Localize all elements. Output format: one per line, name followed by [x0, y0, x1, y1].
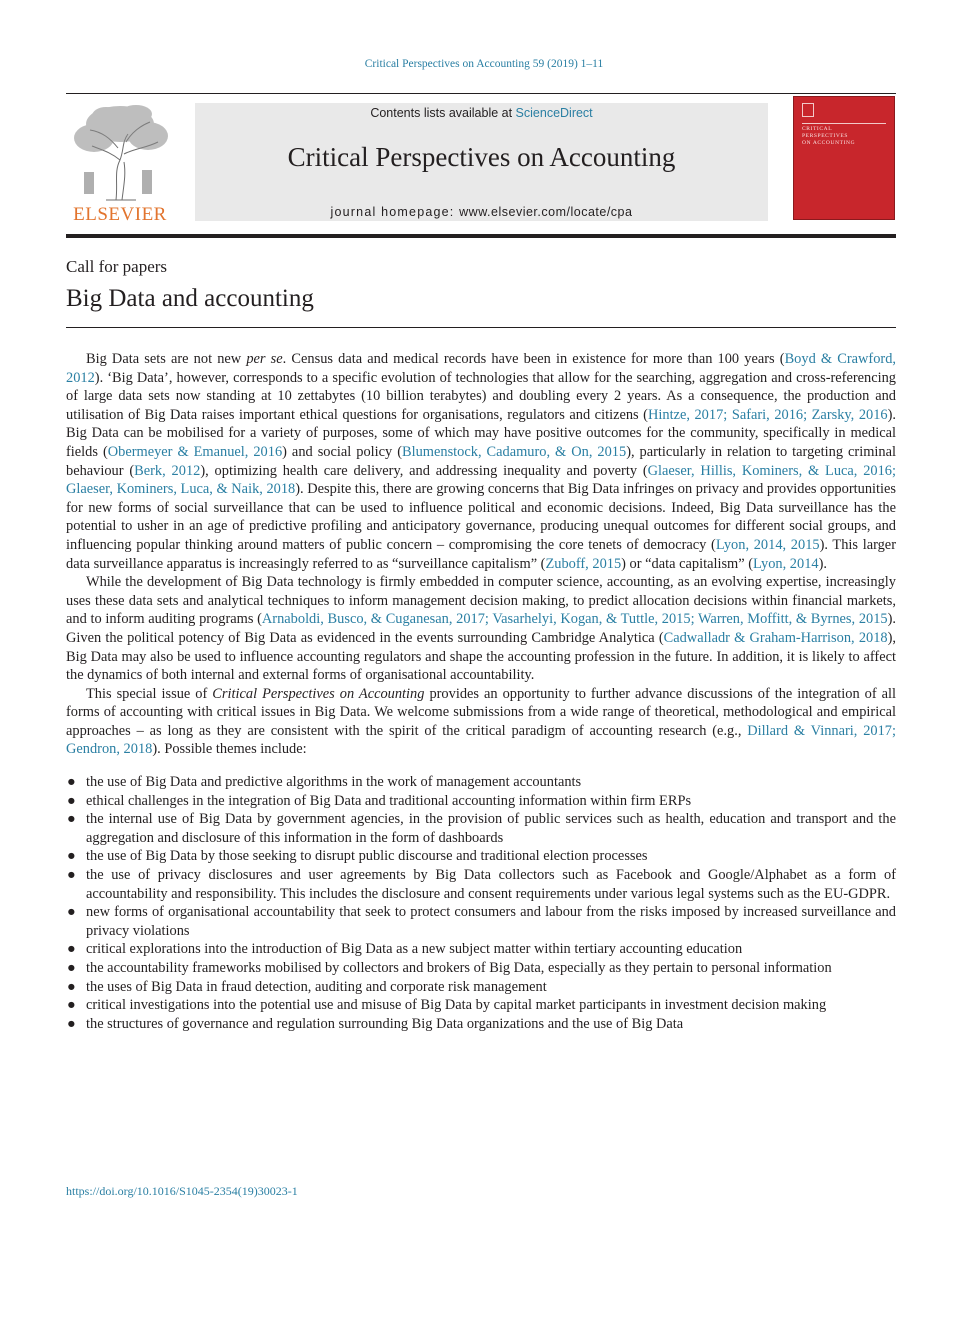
text: ). This larger data surveillance apparatus is increasingly referred to as “surveillance capitalism” ( — [66, 536, 896, 572]
list-item-text: the structures of governance and regulation surrounding Big Data organizations and the use of Big Data — [86, 1015, 684, 1032]
journal-cover-thumbnail[interactable] — [793, 96, 895, 220]
journal-homepage — [195, 205, 768, 219]
journal-name: Critical Perspectives on Accounting — [287, 142, 676, 172]
list-item — [66, 847, 896, 866]
cover-line: ON ACCOUNTING — [802, 140, 856, 146]
list-item-text: the uses of Big Data in fraud detection, auditing and corporate risk management — [86, 978, 547, 995]
paragraph-1 — [66, 350, 896, 573]
citation-link[interactable]: Lyon, 2014, 2015 — [715, 536, 820, 553]
list-item-text: the internal use of Big Data by government agencies, in the provision of public services such as health, education and transport and the aggregation and disclosure of this information in the form of dashboards — [86, 811, 896, 846]
citation-link[interactable]: Boyd & Crawford, 2012 — [66, 351, 896, 386]
list-item-text: the use of Big Data by those seeking to disrupt public discourse and traditional election processes — [86, 848, 648, 865]
text: ), Big Data may also be used to influence accounting regulators and shape the accounting profession in the future. In addition, it is likely to affect the dynamics of both internal and external forms of organisational accountability. — [66, 629, 896, 684]
bullet-icon: ● — [67, 904, 76, 921]
citation-link[interactable]: Lyon, 2014 — [753, 555, 819, 572]
elsevier-wordmark[interactable]: ELSEVIER — [73, 204, 167, 225]
bullet-icon: ● — [67, 774, 76, 791]
bullet-icon: ● — [67, 792, 76, 809]
citation-link[interactable]: Arnaboldi, Busco, & Cuganesan, 2017; Vasarhelyi, Kogan, & Tuttle, 2015; Warren, Moffitt, & Byrnes, 2015 — [261, 611, 888, 628]
text-italic: per se — [246, 351, 283, 367]
list-item — [66, 866, 896, 903]
citation-link[interactable]: Obermeyer & Emanuel, 2016 — [107, 443, 283, 460]
text: ). — [818, 555, 827, 572]
text: While the development of Big Data technology is firmly embedded in computer science, accounting, as an evolving expertise, increasingly uses these data sets and analytical techniques to inform management decision making, to predict allocation decisions within financial markets, and to inform auditing programs ( — [66, 574, 896, 628]
citation-link[interactable]: Zuboff, 2015 — [545, 555, 622, 572]
text: ). Possible themes include: — [152, 741, 307, 758]
list-item-text: ethical challenges in the integration of Big Data and traditional accounting information within firm ERPs — [86, 792, 692, 809]
list-item-text: critical explorations into the introduction of Big Data as a new subject matter within tertiary accounting education — [86, 941, 743, 958]
citation-link[interactable]: Cadwalladr & Graham-Harrison, 2018 — [663, 629, 888, 646]
contents-line — [195, 106, 768, 120]
list-item — [66, 978, 896, 997]
text: ). ‘Big Data’, however, corresponds to a specific evolution of technologies that allow for the searching, aggregation and cross-referencing of large data sets now standing at 10 zettabytes (10 billion terabytes) and doubling every 2 years. As a consequence, the production and utilisation of Big Data raises important ethical questions for organisations, regulators and citizens ( — [66, 369, 896, 423]
citation-link[interactable]: Blumenstock, Cadamuro, & On, 2015 — [402, 443, 627, 460]
cover-line: PERSPECTIVES — [802, 133, 849, 139]
list-item — [66, 959, 896, 978]
header-rule — [66, 234, 896, 238]
cover-title — [802, 123, 886, 147]
bullet-icon: ● — [67, 941, 76, 958]
citation-link[interactable]: Berk, 2012 — [134, 462, 201, 479]
homepage-url[interactable]: www.elsevier.com/locate/cpa — [459, 205, 633, 219]
sciencedirect-link[interactable]: ScienceDirect — [515, 106, 593, 120]
top-divider — [66, 93, 896, 94]
text: ). Despite this, there are growing concerns that Big Data infringes on privacy and provides opportunities for new forms of social surveillance that can be used to influence political and economic decisions. Indeed, Big Data surveillance has the potential to usher in an age of predictive profiling and anticipatory governance, producing unequal outcomes for different social groups, and influencing popular thinking around matters of public concern – compromising the core tenets of democracy ( — [66, 481, 896, 553]
text: ), particularly in relation to targeting criminal behaviour ( — [66, 443, 896, 479]
themes-list — [66, 773, 896, 1033]
bullet-icon: ● — [67, 997, 76, 1014]
title-divider — [66, 327, 896, 328]
text: provides an opportunity to further advance discussions of the integration of all forms of accounting with critical issues in Big Data. We welcome submissions from a wide range of theoretical, methodological and empirical approaches – as long as they are consistent with the spirit of the critical paradigm of accounting research (e.g., — [66, 685, 897, 739]
list-item — [66, 940, 896, 959]
text-italic: Critical Perspectives on Accounting — [212, 685, 425, 702]
paragraph-2 — [66, 573, 896, 685]
paragraph-3 — [66, 685, 896, 759]
running-head[interactable]: Critical Perspectives on Accounting 59 (2019) 1–11 — [364, 58, 604, 70]
homepage-prefix: journal homepage: — [330, 205, 460, 219]
text: ) and social policy ( — [282, 443, 402, 460]
citation-link[interactable]: Dillard & Vinnari, 2017; Gendron, 2018 — [66, 722, 896, 758]
text: ). Given the political potency of Big Data as evidenced in the events surrounding Cambridge Analytica ( — [66, 611, 896, 646]
contents-prefix: Contents lists available at — [370, 106, 516, 120]
cover-line: CRITICAL — [802, 126, 833, 132]
list-item — [66, 810, 896, 847]
list-item — [66, 1015, 896, 1034]
bullet-icon: ● — [67, 811, 76, 828]
list-item — [66, 792, 896, 811]
list-item-text: new forms of organisational accountability that seek to protect consumers and labour from the risks imposed by increased surveillance and privacy violations — [86, 904, 896, 939]
article-body — [66, 350, 896, 1033]
text: ) or “data capitalism” ( — [621, 555, 754, 572]
bullet-icon: ● — [67, 960, 76, 976]
list-item — [66, 996, 896, 1015]
bullet-icon: ● — [67, 848, 76, 865]
text: ). Big Data can be mobilised for a variety of purposes, some of which may have positive outcomes for the community, specifically in medical fields ( — [66, 406, 896, 460]
bullet-icon: ● — [67, 867, 76, 884]
bullet-icon: ● — [67, 978, 76, 995]
text: ), optimizing health care delivery, and addressing inequality and poverty ( — [200, 462, 648, 479]
citation-link[interactable]: Glaeser, Hillis, Kominers, & Luca, 2016; Glaeser, Kominers, Luca, & Naik, 2018 — [66, 462, 896, 498]
text: This special issue of — [86, 685, 213, 702]
list-item-text: critical investigations into the potential use and misuse of Big Data by capital market participants in investment decision making — [86, 997, 827, 1014]
article-type: Call for papers — [66, 257, 168, 276]
list-item-text: the use of Big Data and predictive algorithms in the work of management accountants — [86, 774, 582, 791]
bullet-icon: ● — [67, 1015, 76, 1032]
list-item — [66, 903, 896, 940]
text: Big Data sets are not new — [86, 351, 247, 367]
list-item-text: the accountability frameworks mobilised by collectors and brokers of Big Data, especially as they pertain to personal information — [86, 960, 832, 976]
list-item-text: the use of privacy disclosures and user agreements by Big Data collectors such as Facebook and Google/Alphabet as a form of accountability and responsibility. This includes the disclosure and consent requirements under various legal systems such as the EU-GDPR. — [86, 867, 896, 902]
article-title: Big Data and accounting — [66, 285, 314, 312]
tree-icon — [66, 102, 174, 202]
citation-link[interactable]: Hintze, 2017; Safari, 2016; Zarsky, 2016 — [647, 406, 888, 423]
text: . Census data and medical records have been in existence for more than 100 years ( — [282, 351, 785, 367]
doi-link[interactable]: https://doi.org/10.1016/S1045-2354(19)30023-1 — [66, 1184, 298, 1198]
list-item — [66, 773, 896, 792]
cover-logo-icon — [802, 103, 814, 117]
